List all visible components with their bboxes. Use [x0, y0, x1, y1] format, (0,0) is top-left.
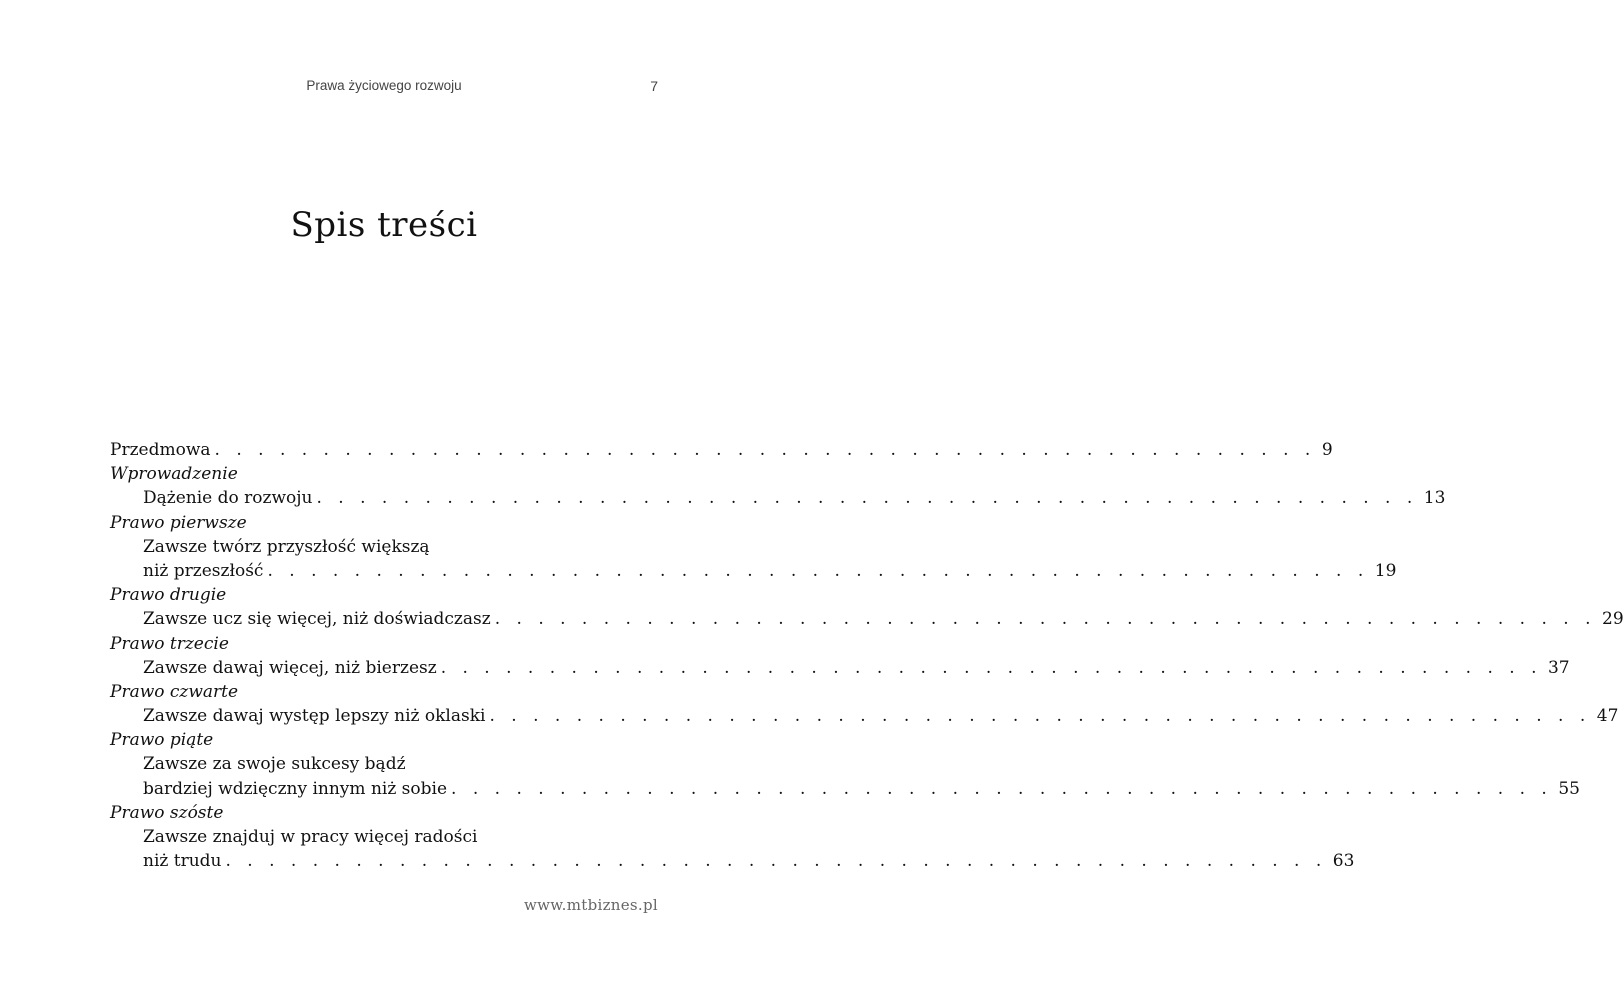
dot-leader: . . . . . . . . . . . . . . . . . . . . . . . . . . . . . . . . . . . . . . . . . . . . . . . . . . .: [451, 778, 1553, 799]
toc-heading-law2: Prawo drugie: [110, 585, 227, 606]
footer-url: www.mtbiznes.pl: [524, 896, 658, 914]
toc-entry-page: 55: [1558, 778, 1580, 799]
running-header: [110, 78, 658, 98]
toc-heading-law4: Prawo czwarte: [110, 681, 239, 702]
toc-heading-law3: Prawo trzecie: [110, 633, 229, 654]
dot-leader: . . . . . . . . . . . . . . . . . . . . . . . . . . . . . . . . . . . . . . . . . . . . . . . . . . .: [267, 560, 1369, 581]
toc-entry-law1: [110, 559, 1397, 583]
toc-heading-law6: Prawo szóste: [110, 802, 224, 823]
toc-entry-law1-line1: Zawsze twórz przyszłość większą: [143, 536, 430, 557]
toc-heading-law1: Prawo pierwsze: [110, 512, 247, 533]
toc-entry-page: 47: [1596, 706, 1619, 727]
page-number: 7: [650, 78, 658, 94]
toc-entry-label: Dążenie do rozwoju: [143, 488, 313, 509]
toc-entry-label: Zawsze dawaj więcej, niż bierzesz: [143, 657, 437, 678]
toc-entry-page: 19: [1374, 560, 1397, 581]
toc-entry-intro: [110, 486, 1446, 510]
toc-entry-law6-line1: Zawsze znajduj w pracy więcej radości: [143, 827, 478, 847]
dot-leader: . . . . . . . . . . . . . . . . . . . . . . . . . . . . . . . . . . . . . . . . . . . . . . . . . . .: [316, 488, 1418, 509]
toc-entry-page: 29: [1602, 609, 1624, 630]
table-of-contents: [110, 438, 1624, 873]
toc-entry-label: Zawsze dawaj występ lepszy niż oklaski: [143, 706, 486, 727]
toc-entry-page: 37: [1547, 657, 1570, 678]
toc-heading-intro: Wprowadzenie: [110, 464, 238, 485]
toc-entry-page: 63: [1332, 851, 1355, 872]
toc-entry-law2: [110, 607, 1624, 631]
toc-entry-law6: [110, 849, 1355, 873]
toc-entry-law5: [110, 777, 1580, 801]
toc-heading-law5: Prawo piąte: [110, 730, 214, 751]
toc-entry-law4: [110, 704, 1619, 728]
toc-entry-label: niż przeszłość: [143, 560, 264, 581]
toc-entry-label: bardziej wdzięczny innym niż sobie: [143, 778, 448, 799]
toc-entry-law3: [110, 656, 1570, 680]
page-title: Spis treści: [290, 205, 478, 245]
toc-entry-law5-line1: Zawsze za swoje sukcesy bądź: [143, 754, 406, 775]
dot-leader: . . . . . . . . . . . . . . . . . . . . . . . . . . . . . . . . . . . . . . . . . . . . . . . . . . .: [494, 609, 1596, 630]
dot-leader: . . . . . . . . . . . . . . . . . . . . . . . . . . . . . . . . . . . . . . . . . . . . . . . . . . .: [225, 851, 1327, 872]
toc-entry-label: niż trudu: [143, 851, 222, 872]
toc-entry-preface: [110, 438, 1333, 462]
toc-entry-page: 13: [1423, 488, 1446, 509]
dot-leader: . . . . . . . . . . . . . . . . . . . . . . . . . . . . . . . . . . . . . . . . . . . . . . . . . . .: [440, 657, 1542, 678]
toc-entry-label: Zawsze ucz się więcej, niż doświadczasz: [143, 609, 491, 630]
dot-leader: . . . . . . . . . . . . . . . . . . . . . . . . . . . . . . . . . . . . . . . . . . . . . . . . . . .: [489, 706, 1591, 727]
running-title: Prawa życiowego rozwoju: [306, 78, 462, 93]
dot-leader: . . . . . . . . . . . . . . . . . . . . . . . . . . . . . . . . . . . . . . . . . . . . . . . . . . .: [214, 440, 1316, 460]
toc-entry-label: Przedmowa: [110, 440, 211, 460]
toc-entry-page: 9: [1321, 440, 1333, 460]
